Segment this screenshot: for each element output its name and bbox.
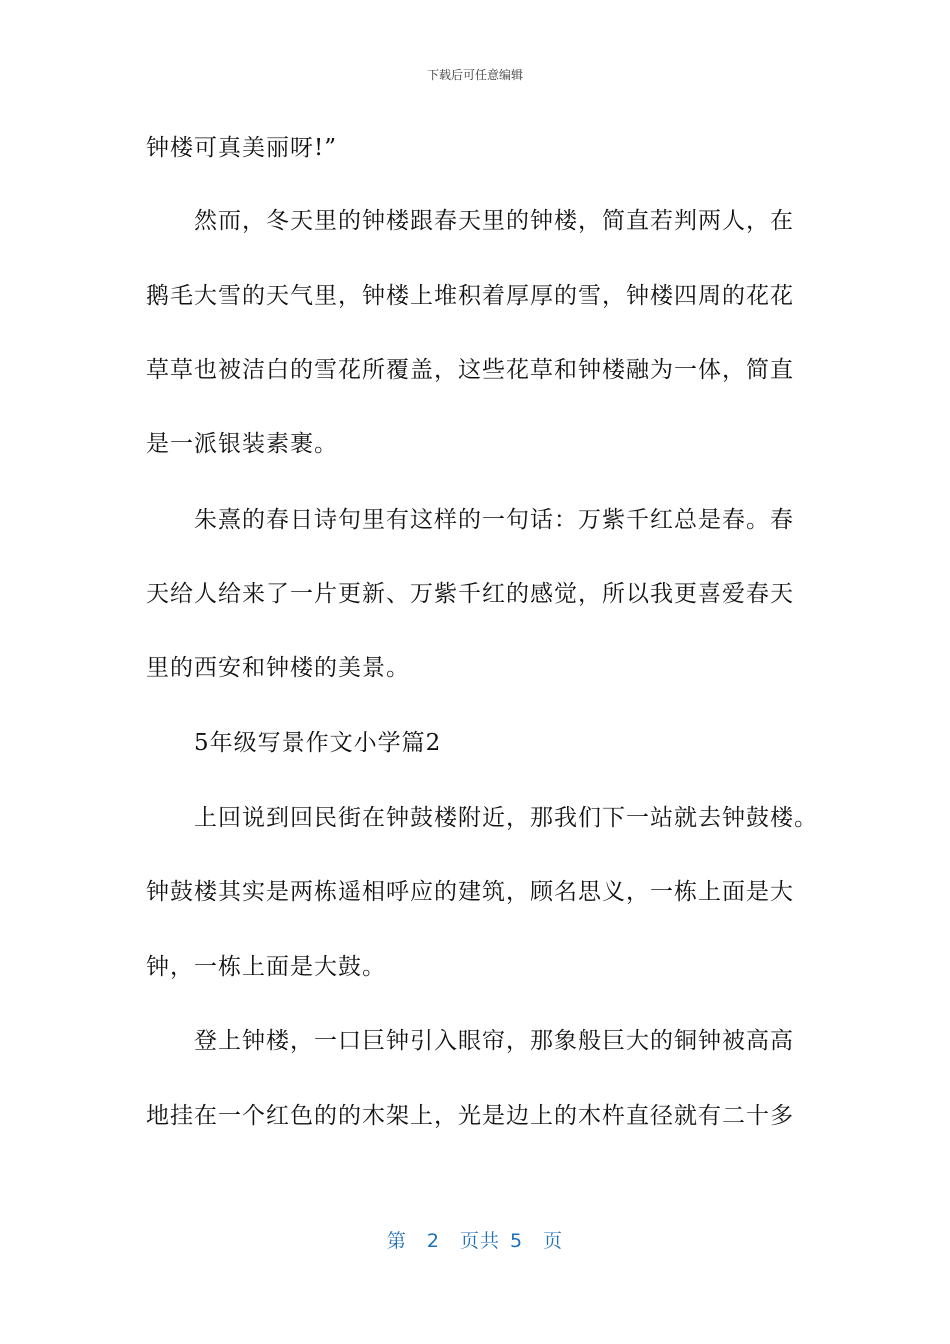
text-line: 登上钟楼，一口巨钟引入眼帘，那象般巨大的铜钟被高高 <box>194 1028 794 1054</box>
page-footer <box>0 1226 950 1253</box>
text-line: 草草也被洁白的雪花所覆盖，这些花草和钟楼融为一体，简直 <box>146 357 794 383</box>
text-line: 钟楼可真美丽呀!” <box>146 135 338 161</box>
text-line: 然而，冬天里的钟楼跟春天里的钟楼，简直若判两人，在 <box>194 208 794 234</box>
footer-suffix: 页 <box>543 1230 564 1252</box>
total-page-number: 5 <box>510 1230 524 1252</box>
text-line: 钟，一栋上面是大鼓。 <box>146 954 386 980</box>
text-line: 里的西安和钟楼的美景。 <box>146 655 410 681</box>
section-heading: 5年级写景作文小学篇2 <box>194 730 442 756</box>
current-page-number: 2 <box>426 1230 440 1252</box>
text-line: 钟鼓楼其实是两栋遥相呼应的建筑，顾名思义，一栋上面是大 <box>146 879 794 905</box>
text-line: 鹅毛大雪的天气里，钟楼上堆积着厚厚的雪，钟楼四周的花花 <box>146 283 794 309</box>
text-line: 地挂在一个红色的的木架上，光是边上的木杵直径就有二十多 <box>146 1103 794 1129</box>
text-line: 是一派银装素裹。 <box>146 431 338 457</box>
footer-prefix: 第 <box>386 1230 407 1252</box>
text-line: 朱熹的春日诗句里有这样的一句话：万紫千红总是春。春 <box>194 507 794 533</box>
footer-middle: 页共 <box>459 1230 500 1252</box>
text-line: 天给人给来了一片更新、万紫千红的感觉，所以我更喜爱春天 <box>146 581 794 607</box>
text-line: 上回说到回民街在钟鼓楼附近，那我们下一站就去钟鼓楼。 <box>194 805 818 831</box>
header-note: 下载后可任意编辑 <box>426 68 523 82</box>
